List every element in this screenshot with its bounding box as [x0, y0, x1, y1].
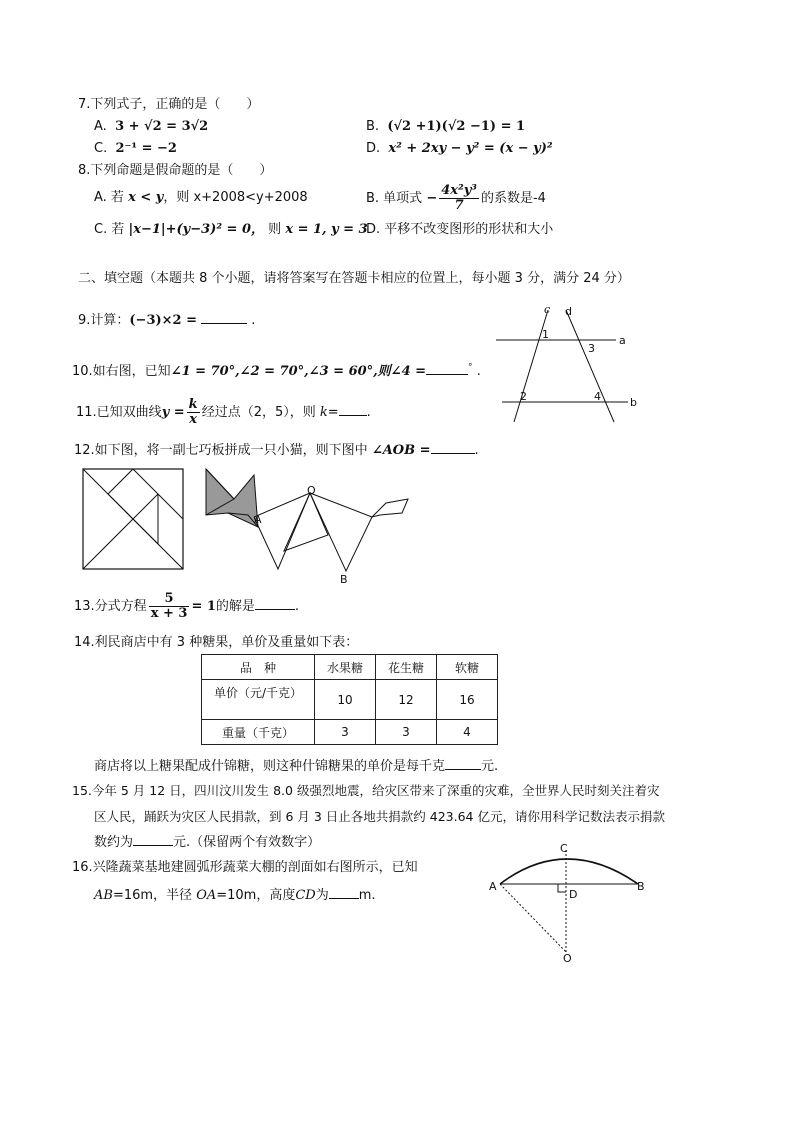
q7-option-d: D. x² + 2xy − y² = (x − y)² [366, 141, 553, 156]
label-B: B [637, 880, 645, 893]
arc [500, 859, 638, 884]
label-a: a [619, 334, 626, 347]
q16-line1: 16.兴隆蔬菜基地建圆弧形蔬菜大棚的剖面如右图所示，已知 [72, 860, 418, 875]
q7-a-expr: 3 + √2 = 3√2 [115, 119, 209, 134]
label-O: O [307, 484, 316, 497]
table-cell: 重量（千克） [202, 720, 315, 745]
arc-greenhouse-figure [486, 840, 656, 965]
q8-option-d: D. 平移不改变图形的形状和大小 [366, 222, 554, 237]
q7-d-expr: x² + 2xy − y² = (x − y)² [388, 141, 553, 156]
table-cell: 3 [376, 720, 437, 745]
q12-answer-blank[interactable] [431, 441, 475, 454]
label-D: D [569, 888, 578, 901]
line-d [566, 310, 614, 422]
q7-b-expr: (√2 +1)(√2 −1) = 1 [387, 119, 526, 134]
parallel-lines-figure [490, 304, 640, 424]
section-title: 二、填空题（本题共 8 个小题，请将答案写在答题卡相应的位置上，每小题 3 分，满分 24 分） [78, 271, 630, 286]
q7-option-b: B. (√2 +1)(√2 −1) = 1 [366, 119, 526, 134]
q14-after: 商店将以上糖果配成什锦糖，则这种什锦糖果的单价是每千克 元. [94, 759, 499, 774]
q11: 11.已知双曲线y = $\frac{k}{x}$ 经过点（2，5），则 k= . [76, 397, 371, 427]
table-header: 品 种 [202, 655, 315, 680]
q8-option-b: B. 单项式 − $\frac{\text{4x²y³}}{7}$ 的系数是-4 [366, 183, 546, 213]
q15-line1: 15.今年 5 月 12 日，四川汶川发生 8.0 级强烈地震，给灾区带来了深重的灾难，全世界人民时刻关注着灾 [72, 783, 660, 798]
label-d: d [565, 305, 572, 318]
angle-4-label: 4 [594, 390, 601, 403]
q14-stem: 14.利民商店中有 3 种糖果，单价及重量如下表： [74, 635, 359, 650]
table-cell: 12 [376, 680, 437, 720]
table-header: 水果糖 [315, 655, 376, 680]
q7-c-expr: 2⁻¹ = −2 [115, 141, 177, 156]
label-B: B [340, 573, 348, 586]
q12: 12.如下图，将一副七巧板拼成一只小猫，则下图中 ∠AOB = . [74, 443, 479, 458]
q10: 10.如右图，已知∠1 = 70°,∠2 = 70°,∠3 = 60°,则∠4 = ° . [72, 362, 481, 379]
table-cell: 3 [315, 720, 376, 745]
label-O: O [563, 952, 572, 965]
tangram-square-figure [82, 468, 184, 570]
q7-option-c: C. 2⁻¹ = −2 [94, 141, 177, 156]
q14-answer-blank[interactable] [445, 757, 481, 770]
table-cell: 10 [315, 680, 376, 720]
angle-2-label: 2 [520, 390, 527, 403]
label-b: b [630, 396, 637, 409]
q9-answer-blank[interactable] [201, 311, 247, 324]
table-cell: 16 [437, 680, 498, 720]
q7-option-a: A. 3 + √2 = 3√2 [94, 119, 209, 134]
table-cell: 4 [437, 720, 498, 745]
q13: 13.分式方程 $\frac{5}{x + 3}$ = 1的解是 . [74, 591, 300, 621]
q7-stem: 7.下列式子，正确的是（ ） [78, 97, 260, 112]
line-c [514, 310, 548, 422]
q11-answer-blank[interactable] [339, 403, 367, 416]
q15-line2: 区人民，踊跃为灾区人民捐款，到 6 月 3 日止各地共捐款约 423.64 亿元，请你用科学记数法表示捐款 [94, 809, 665, 824]
candy-table [201, 654, 498, 745]
label-A: A [489, 880, 497, 893]
label-c: c [544, 303, 551, 316]
q16-line2: AB=16m，半径 OA=10m，高度CD为 m. [94, 888, 376, 903]
angle-1-label: 1 [542, 328, 549, 341]
table-header: 软糖 [437, 655, 498, 680]
q8-option-a: A. 若 x < y，则 x+2008<y+2008 [94, 190, 308, 205]
q10-answer-blank[interactable] [426, 362, 468, 375]
q13-answer-blank[interactable] [255, 597, 295, 610]
angle-3-label: 3 [588, 342, 595, 355]
label-C: C [560, 842, 568, 855]
q8-option-c: C. 若 |x−1|+(y−3)² = 0， 则 x = 1, y = 3 [94, 222, 368, 237]
table-cell: 单价（元/千克） [202, 680, 315, 720]
q8-stem: 8.下列命题是假命题的是（ ） [78, 163, 273, 178]
q15-answer-blank[interactable] [133, 833, 173, 846]
q9: 9.计算：(−3)×2 = . [78, 313, 256, 328]
label-A: A [254, 513, 262, 526]
q15-line3: 数约为 元.（保留两个有效数字） [94, 835, 321, 850]
q16-answer-blank[interactable] [329, 886, 359, 899]
tangram-cat-figure [200, 465, 415, 585]
table-header: 花生糖 [376, 655, 437, 680]
